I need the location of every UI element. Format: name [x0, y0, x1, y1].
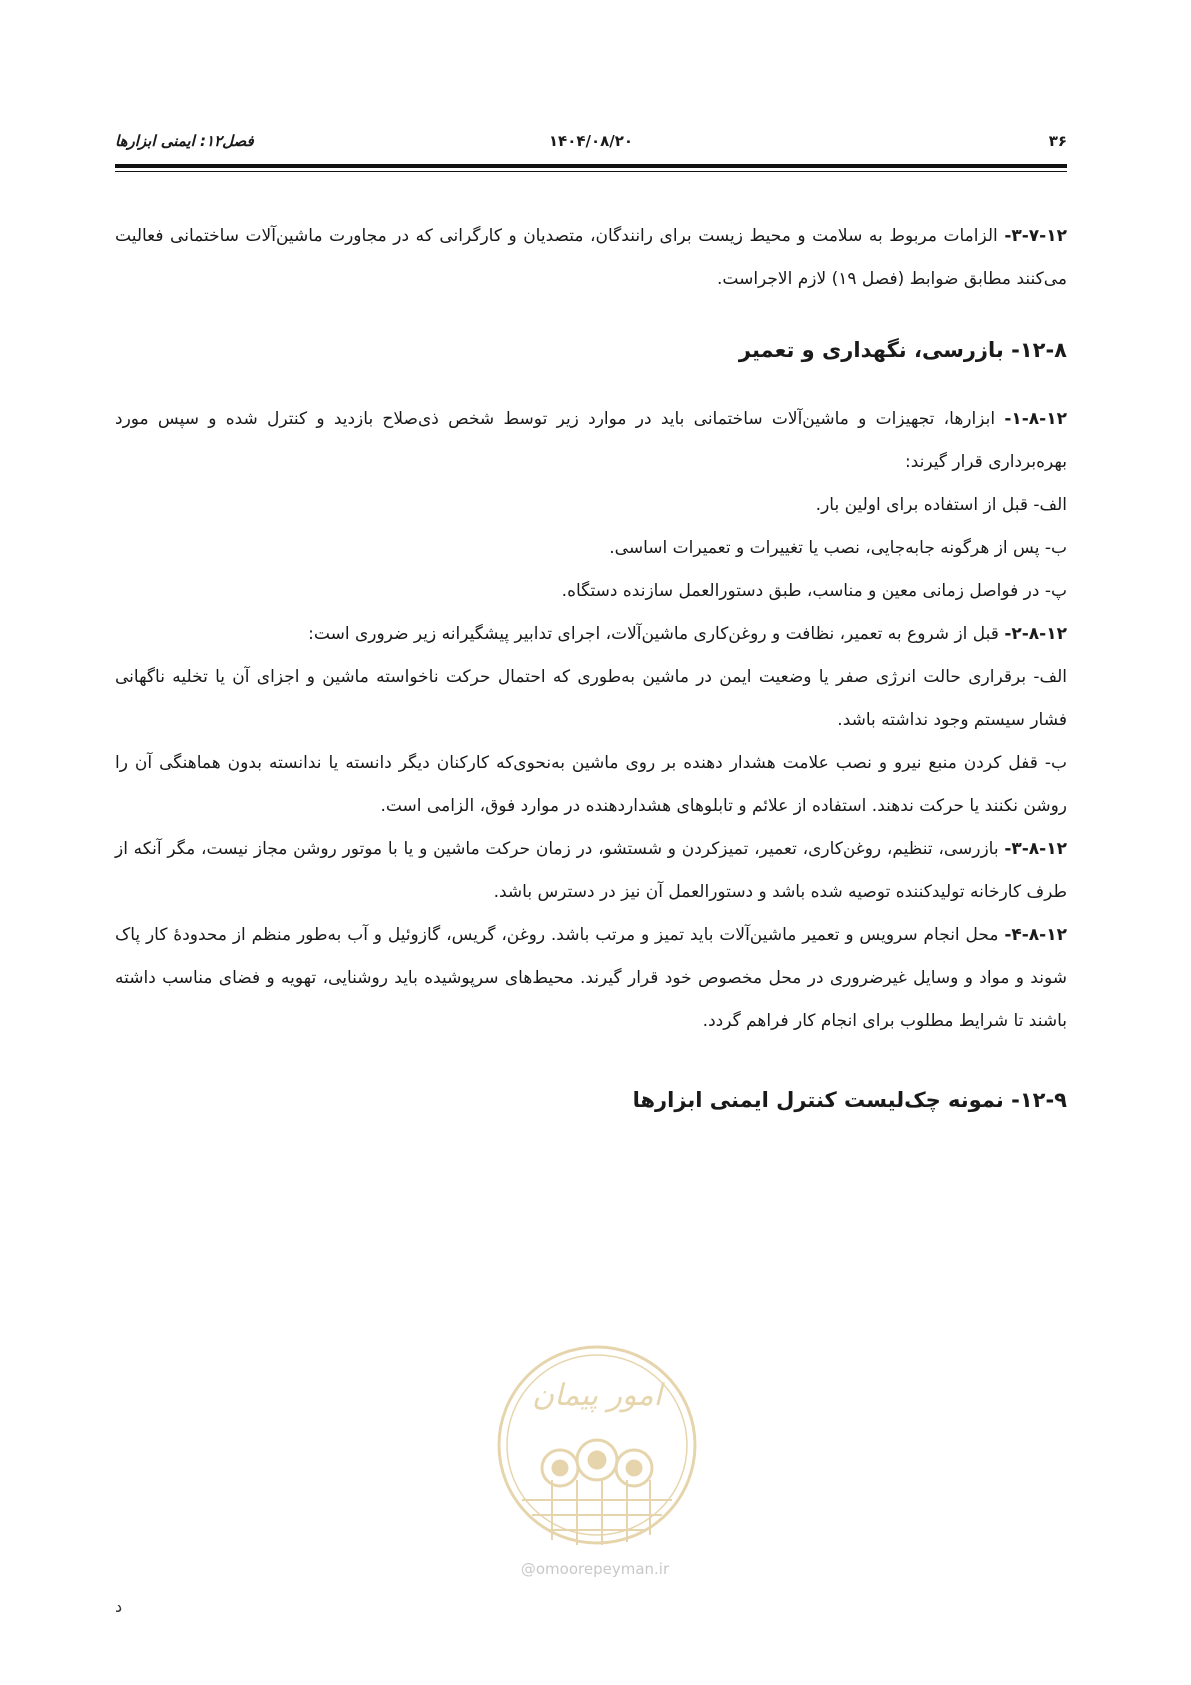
- clause-number: ۱-۸-۱۲-: [1004, 409, 1067, 429]
- clause-number: ۴-۸-۱۲-: [1004, 925, 1067, 945]
- body-content: [115, 215, 1067, 1122]
- paragraph-12-7-3: [115, 215, 1067, 301]
- clause-number: ۳-۸-۱۲-: [1004, 839, 1067, 859]
- clause-text: ابزارها، تجهیزات و ماشین‌آلات ساختمانی باید در موارد زیر توسط شخص ذی‌صلاح بازدید و کنترل شده و سپس مورد بهره‌برداری قرار گیرند:: [115, 409, 1067, 472]
- paragraph-12-8-2: [115, 613, 1067, 656]
- list-item: الف- برقراری حالت انرژی صفر یا وضعیت ایمن در ماشین به‌طوری که احتمال حرکت ناخواسته ماشین و اجزای آن یا تخلیه ناگهانی فشار سیستم وجود نداشته باشد.: [115, 667, 1067, 730]
- header-chapter-title: فصل۱۲: ایمنی ابزارها: [115, 132, 254, 150]
- clause-number: ۲-۸-۱۲-: [1004, 624, 1067, 644]
- list-item: ب- قفل کردن منبع نیرو و نصب علامت هشدار دهنده بر روی ماشین به‌نحوی‌که کارکنان دیگر دانسته یا ندانسته بدون هماهنگی آن را روشن نکنند یا حرکت ندهند. استفاده از علائم و تابلوهای هشداردهنده در موارد فوق، الزامی است.: [115, 753, 1067, 816]
- clause-number: ۳-۷-۱۲-: [1004, 226, 1067, 246]
- clause-text: الزامات مربوط به سلامت و محیط زیست برای رانندگان، متصدیان و کارگرانی که در مجاورت ماشین‌آلات ساختمانی فعالیت می‌کنند مطابق ضوابط (فصل ۱۹) لازم الاجراست.: [115, 226, 1067, 289]
- header-rule-thick: [115, 164, 1067, 168]
- list-item: پ- در فواصل زمانی معین و مناسب، طبق دستورالعمل سازنده دستگاه.: [561, 581, 1067, 601]
- list-item: الف- قبل از استفاده برای اولین بار.: [815, 495, 1067, 515]
- paragraph-12-8-3: [115, 828, 1067, 914]
- clause-text: بازرسی، تنظیم، روغن‌کاری، تعمیر، تمیزکردن و شستشو، در زمان حرکت ماشین و یا با موتور روشن مجاز نیست، مگر آنکه از طرف کارخانه تولیدکننده توصیه شده باشد و دستورالعمل آن نیز در دسترس باشد.: [115, 839, 1067, 902]
- list-item: ب- پس از هرگونه جابه‌جایی، نصب یا تغییرات و تعمیرات اساسی.: [609, 538, 1067, 558]
- clause-text: محل انجام سرویس و تعمیر ماشین‌آلات باید تمیز و مرتب باشد. روغن، گریس، گازوئیل و آب به‌طور منظم از محدودهٔ کار پاک شوند و مواد و وسایل غیرضروری در محل مخصوص خود قرار گیرند. محیط‌های سرپوشیده باید روشنایی، تهویه و فضای مناسب داشته باشند تا شرایط مطلوب برای انجام کار فراهم گردد.: [115, 925, 1067, 1031]
- section-heading-12-9: ۱۲-۹- نمونه چک‌لیست کنترل ایمنی ابزارها: [632, 1088, 1067, 1112]
- header-page-number: ۳۶: [1048, 132, 1067, 150]
- watermark-logo: [492, 1330, 702, 1560]
- header-date: ۱۴۰۴/۰۸/۲۰: [548, 132, 634, 150]
- clause-text: قبل از شروع به تعمیر، نظافت و روغن‌کاری ماشین‌آلات، اجرای تدابیر پیشگیرانه زیر ضروری است:: [308, 624, 1005, 644]
- section-heading-12-8: ۱۲-۸- بازرسی، نگهداری و تعمیر: [738, 338, 1067, 362]
- header-rule-thin: [115, 171, 1067, 172]
- watermark-url: @omoorepeyman.ir: [520, 1560, 670, 1578]
- watermark-logo-text: امور پیمان: [532, 1378, 662, 1413]
- paragraph-12-8-4: [115, 914, 1067, 1043]
- running-header: [115, 130, 1067, 156]
- paragraph-12-8-1: [115, 398, 1067, 484]
- footer-page-mark: د: [115, 1597, 123, 1616]
